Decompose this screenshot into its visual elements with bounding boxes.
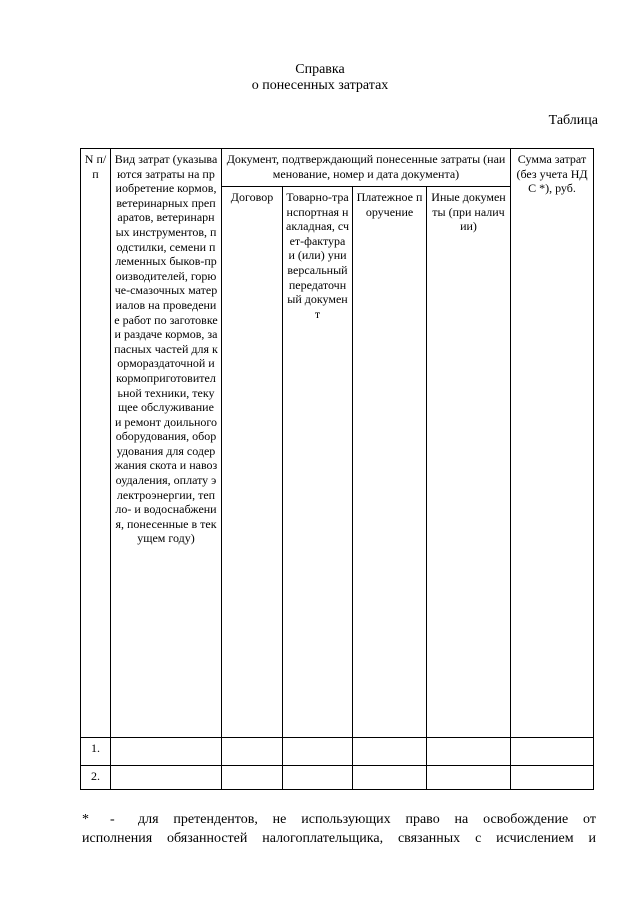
row-number: 2. (81, 766, 111, 790)
document-title: Справка (295, 62, 345, 77)
table-cell (427, 766, 511, 790)
table-cell (353, 738, 427, 766)
table-cell (353, 766, 427, 790)
table-row (81, 738, 594, 766)
subheader-cell-payment-order: Платежное поручение (353, 187, 427, 738)
subheader-cell-waybill: Товарно-транспортная накладная, счет-фактура и (или) универсальный передаточный документ (283, 187, 353, 738)
footnote-line-2: исполнения обязанностей налогоплательщика, связанных с исчислением и (82, 831, 596, 846)
table-cell (111, 766, 222, 790)
table-cell (222, 738, 283, 766)
table-cell (111, 738, 222, 766)
table-cell (511, 738, 594, 766)
footnote (82, 810, 596, 848)
subheader-cell-other-documents: Иные документы (при наличии) (427, 187, 511, 738)
table-cell (283, 738, 353, 766)
header-cell-document: Документ, подтверждающий понесенные затраты (наименование, номер и дата документа) (222, 149, 511, 187)
header-cell-number: N п/п (81, 149, 111, 738)
table-cell (222, 766, 283, 790)
row-number: 1. (81, 738, 111, 766)
header-cell-sum: Сумма затрат (без учета НДС *), руб. (511, 149, 594, 738)
table-caption: Таблица (548, 113, 598, 128)
table-row (81, 766, 594, 790)
table-header-row (81, 149, 594, 187)
footnote-line-1: для претендентов, не использующих право на освобождение от (138, 812, 596, 827)
expenses-table (80, 148, 594, 790)
footnote-marker: * (82, 812, 89, 827)
table-cell (283, 766, 353, 790)
footnote-dash: - (110, 812, 115, 827)
subheader-cell-contract: Договор (222, 187, 283, 738)
document-subtitle: о понесенных затратах (251, 78, 389, 93)
table-cell (427, 738, 511, 766)
table-cell (511, 766, 594, 790)
header-cell-expense-type: Вид затрат (указываются затраты на приобретение кормов, ветеринарных препаратов, ветеринарных инструментов, подстилки, семени племенных быков-производителей, горюче-смазочных материалов на проведение работ по заготовке и раздаче кормов, запасных частей для кормораздаточной и кормоприготовительной техники, текущее обслуживание и ремонт доильного оборудования, оборудования для содержания скота и навозоудаления, оплату электроэнергии, тепло- и водоснабжения, понесенные в текущем году) (111, 149, 222, 738)
